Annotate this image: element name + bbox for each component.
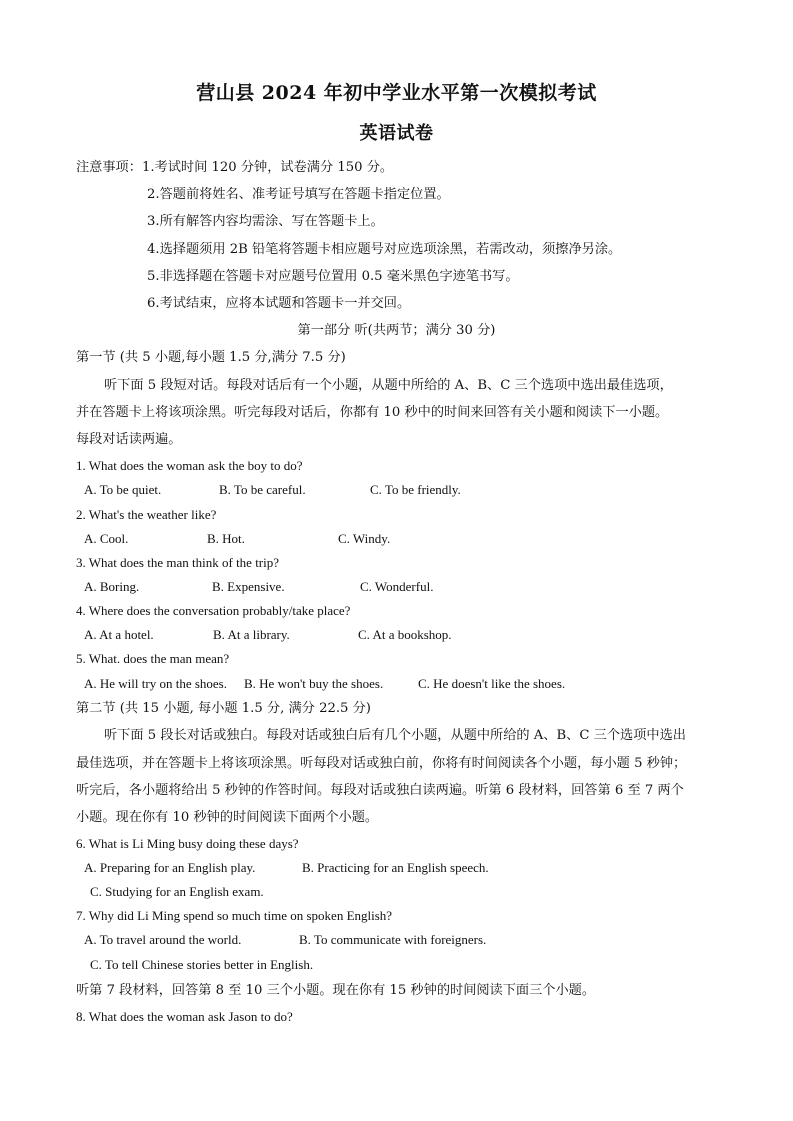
q5-option-b: B. He won't buy the shoes. [244,676,384,691]
section1-instruction-1: 听下面 5 段短对话。每段对话后有一个小题，从题中所给的 A、B、C 三个选项中选出最佳选项， [104,378,673,393]
q4-option-b: B. At a library. [213,627,290,642]
q1-option-b: B. To be careful. [219,482,306,497]
notice-item-2: 2.答题前将姓名、准考证号填写在答题卡指定位置。 [147,187,450,202]
section2-instruction-2: 最佳选项，并在答题卡上将该项涂黑。听每段对话或独白前，你将有时间阅读各个小题，每小题 5 秒钟； [76,756,687,771]
notice-item-5: 5.非选择题在答题卡对应题号位置用 0.5 毫米黑色字迹笔书写。 [147,269,519,284]
q7-option-b: B. To communicate with foreigners. [299,932,487,947]
question-8: 8. What does the woman ask Jason to do? [76,1009,293,1024]
part1-heading: 第一部分 听(共两节；满分 30 分) [297,323,496,338]
notice-lead: 注意事项： [76,160,142,175]
q4-option-c: C. At a bookshop. [358,627,452,642]
notice-item-1: 1.考试时间 120 分钟，试卷满分 150 分。 [141,160,394,175]
question-1: 1. What does the woman ask the boy to do? [76,458,303,473]
q1-option-c: C. To be friendly. [370,482,461,497]
question-7: 7. Why did Li Ming spend so much time on spoken English? [76,908,393,923]
q3-option-b: B. Expensive. [212,579,285,594]
question-6: 6. What is Li Ming busy doing these days? [76,836,299,851]
q7-option-a: A. To travel around the world. [84,932,242,947]
question-4: 4. Where does the conversation probably/take place? [76,603,351,618]
q2-option-a: A. Cool. [84,531,129,546]
section2-instruction-3: 听完后，各小题将给出 5 秒钟的作答时间。每段对话或独白读两遍。听第 6 段材料，回答第 6 至 7 两个 [76,783,684,798]
section2-heading: 第二节 (共 15 小题, 每小题 1.5 分, 满分 22.5 分) [76,701,371,716]
section1-instruction-2: 并在答题卡上将该项涂黑。听完每段对话后，你都有 10 秒中的时间来回答有关小题和阅读下一小题。 [76,405,669,420]
section2-instruction-1: 听下面 5 段长对话或独白。每段对话或独白后有几个小题，从题中所给的 A、B、C 三个选项中选出 [104,728,686,743]
exam-title: 营山县 2024 年初中学业水平第一次模拟考试 [196,82,597,104]
q2-option-c: C. Windy. [338,531,391,546]
q6-option-b: B. Practicing for an English speech. [302,860,489,875]
q3-option-c: C. Wonderful. [360,579,434,594]
section1-instruction-3: 每段对话读两遍。 [76,432,182,447]
notice-item-6: 6.考试结束，应将本试题和答题卡一并交回。 [147,296,411,311]
notice-block [76,159,393,177]
section2-listen7-instruction: 听第 7 段材料，回答第 8 至 10 三个小题。现在你有 15 秒钟的时间阅读下面三个小题。 [76,983,596,998]
q1-option-a: A. To be quiet. [84,482,162,497]
q5-option-c: C. He doesn't like the shoes. [418,676,566,691]
question-2: 2. What's the weather like? [76,507,217,522]
q2-option-b: B. Hot. [207,531,245,546]
question-3: 3. What does the man think of the trip? [76,555,280,570]
notice-item-3: 3.所有解答内容均需涂、写在答题卡上。 [147,214,384,229]
q6-option-c: C. Studying for an English exam. [90,884,264,899]
q4-option-a: A. At a hotel. [84,627,154,642]
q5-option-a: A. He will try on the shoes. [84,676,227,691]
q3-option-a: A. Boring. [84,579,140,594]
q6-option-a: A. Preparing for an English play. [84,860,256,875]
q7-option-c: C. To tell Chinese stories better in English. [90,957,314,972]
section2-instruction-4: 小题。现在你有 10 秒钟的时间阅读下面两个小题。 [76,810,379,825]
notice-item-4: 4.选择题须用 2B 铅笔将答题卡相应题号对应选项涂黑，若需改动，须擦净另涂。 [147,242,622,257]
exam-subtitle: 英语试卷 [359,123,434,144]
question-5: 5. What. does the man mean? [76,651,230,666]
section1-heading: 第一节 (共 5 小题,每小题 1.5 分,满分 7.5 分) [76,350,346,365]
